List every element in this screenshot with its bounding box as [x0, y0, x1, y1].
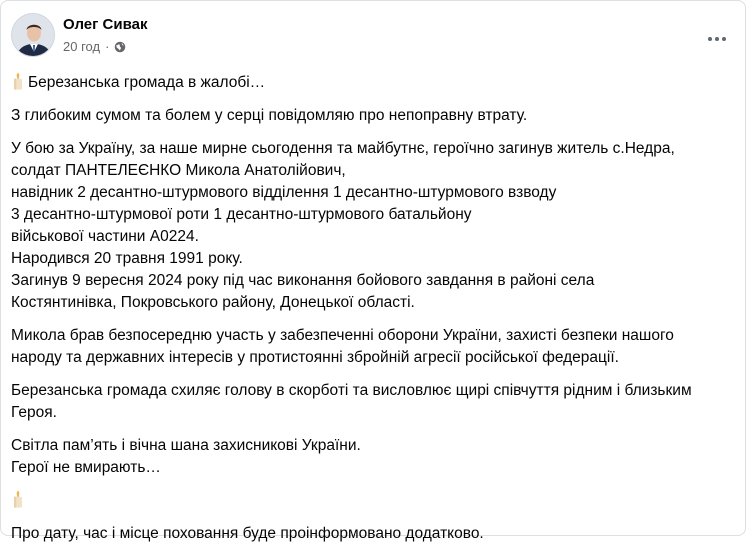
post-meta	[63, 16, 148, 55]
paragraph-emojis	[11, 490, 737, 512]
paragraph-mourning	[11, 72, 737, 94]
paragraph-text: Березанська громада в жалобі…	[28, 74, 266, 91]
candle-emoji-icon	[11, 490, 25, 508]
author-avatar[interactable]	[11, 13, 55, 57]
post-header	[11, 13, 148, 57]
more-options-button[interactable]	[703, 25, 731, 53]
meta-separator: ·	[105, 39, 110, 54]
paragraph-service: Микола брав безпосередню участь у забезпеченні оборони України, захисті безпеки нашого народу та державних інтересів у протистоянні збройній агресії російської федерації.	[11, 327, 674, 366]
paragraph-memory: Світла пам’ять і вічна шана захисникові України. Герої не вмирають…	[11, 437, 361, 476]
ukraine-flag-emoji-icon	[31, 494, 48, 506]
paragraph-soldier-details: У бою за Україну, за наше мирне сьогодення та майбутнє, героїчно загинув житель с.Недра, солдат ПАНТЕЛЕЄНКО Микола Анатолійович, навідник 2 десантно-штурмового відділення 1 десантно-штурмового взводу 3 десантно-штурмової роти 1 десантно-штурмового батальйону військової частини А0224. Народився 20 травня 1991 року. Загинув 9 вересня 2024 року під час виконання бойового завдання в районі села Костянтинівка, Покровського району, Донецької області.	[11, 140, 675, 311]
paragraph-funeral-info: Про дату, час і місце поховання буде проінформовано додатково.	[11, 525, 484, 542]
person-avatar-icon	[12, 14, 55, 57]
post-text	[11, 72, 737, 556]
post-subline	[63, 39, 148, 55]
author-name[interactable]: Олег Сивак	[63, 16, 148, 33]
candle-emoji-icon	[11, 72, 25, 90]
globe-icon[interactable]	[114, 41, 126, 53]
paragraph-announcement: З глибоким сумом та болем у серці повідомляю про непоправну втрату.	[11, 107, 528, 124]
more-options-icon	[708, 37, 712, 41]
paragraph-condolences: Березанська громада схиляє голову в скорботі та висловлює щирі співчуття рідним і близьким Героя.	[11, 382, 692, 421]
post-timestamp[interactable]: 20 год	[63, 39, 101, 54]
